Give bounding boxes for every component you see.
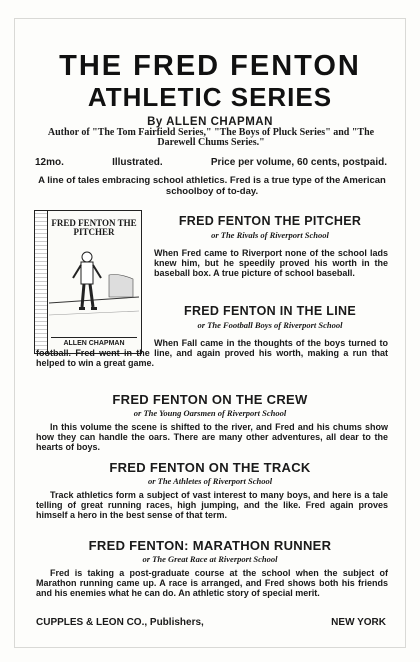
book-2-subtitle: or The Football Boys of Riverport School — [197, 320, 343, 330]
book-1-subtitle: or The Rivals of Riverport School — [211, 230, 329, 240]
cover-author: ALLEN CHAPMAN — [51, 337, 137, 347]
book-4-subtitle: or The Athletes of Riverport School — [147, 476, 273, 486]
series-title-line1: THE FRED FENTON — [59, 50, 361, 82]
illustrated-text: Illustrated. — [112, 157, 163, 168]
format-text: 12mo. — [35, 157, 64, 168]
book-4-description: Track athletics form a subject of vast interest to many boys, and here is a tale telling of great running races, high jumping, and the like. Fred again proves himself a hero in the best sense of that term. — [36, 490, 388, 520]
book-3-subtitle: or The Young Oarsmen of Riverport School — [133, 408, 287, 418]
publisher-name: CUPPLES & LEON CO., Publishers, — [36, 617, 204, 628]
series-intro: A line of tales embracing school athletics. Fred is a true type of the American schoolboy of to-day. — [38, 175, 386, 197]
price-line — [35, 157, 387, 168]
book-4-title: FRED FENTON ON THE TRACK — [109, 460, 311, 475]
cover-title: FRED FENTON THE PITCHER — [51, 218, 137, 237]
book-5-subtitle: or The Great Race at Riverport School — [142, 554, 278, 564]
book-5-title: FRED FENTON: MARATHON RUNNER — [88, 538, 332, 553]
byline: By ALLEN CHAPMAN — [147, 116, 273, 128]
publisher-footer — [36, 617, 386, 628]
author-of-note: Author of "The Tom Fairfield Series," "The Boys of Pluck Series" and "The Darewell Chums Series." — [47, 127, 375, 148]
publisher-city: NEW YORK — [331, 617, 386, 628]
book-2-title: FRED FENTON IN THE LINE — [184, 304, 356, 318]
price-text: Price per volume, 60 cents, postpaid. — [210, 157, 387, 168]
book-cover-illustration — [34, 210, 142, 354]
book-3-title: FRED FENTON ON THE CREW — [112, 392, 308, 407]
book-1-description: When Fred came to Riverport none of the school lads knew him, but he speedily proved his worth in the baseball box. A true picture of school baseball. — [154, 248, 388, 278]
book-spine — [35, 211, 48, 353]
book-3-description: In this volume the scene is shifted to the river, and Fred and his chums show how they can handle the oars. There are many other adventures, all dear to the hearts of boys. — [36, 422, 388, 452]
pitcher-figure-icon — [49, 245, 139, 335]
book-1-title: FRED FENTON THE PITCHER — [178, 214, 362, 228]
book-5-description: Fred is taking a post-graduate course at the school when the subject of Marathon running came up. A race is arranged, and Fred shows both his friends and his enemies what he can do. An athletic story of special merit. — [36, 568, 388, 598]
book-2-description: When Fall came in the thoughts of the boys turned to football. Fred went in the line, and again proved his worth, making a run that helped to win a great game. — [36, 338, 388, 368]
series-title-line2: ATHLETIC SERIES — [87, 82, 333, 112]
